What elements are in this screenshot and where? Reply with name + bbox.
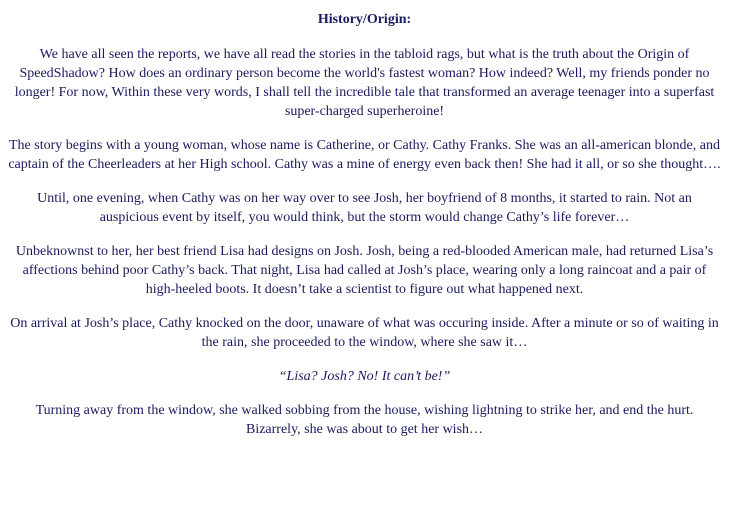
paragraph-ending: Turning away from the window, she walked sobbing from the house, wishing lightning to strike her, and end the hurt. Bizarrely, she was about to get her wish… xyxy=(35,403,694,437)
paragraph-cathy: The story begins with a young woman, whose name is Catherine, or Cathy. Cathy Franks. She was an all-american blonde, and captain of the Cheerleaders at her High school. Cathy was a mine of energy even back then! She had it all, or so she thought…. xyxy=(8,138,721,172)
paragraph-storm: Until, one evening, when Cathy was on her way over to see Josh, her boyfriend of 8 months, it started to rain. Not an auspicious event by itself, you would think, but the storm would change Cathy’s life forever… xyxy=(37,191,692,225)
paragraph-intro: We have all seen the reports, we have all read the stories in the tabloid rags, but what is the truth about the Origin of SpeedShadow? How does an ordinary person become the world's fastest woman? How indeed? Well, my friends ponder no longer! For now, Within these very words, I shall tell the incredible tale that transformed an average teenager into a superfast super-charged superheroine! xyxy=(14,47,715,119)
paragraph-arrival: On arrival at Josh’s place, Cathy knocked on the door, unaware of what was occuring inside. After a minute or so of waiting in the rain, she proceeded to the window, where she saw it… xyxy=(10,316,719,350)
quote-line: “Lisa? Josh? No! It can’t be!” xyxy=(278,369,451,384)
paragraph-lisa: Unbeknownst to her, her best friend Lisa had designs on Josh. Josh, being a red-blooded American male, had returned Lisa’s affections behind poor Cathy’s back. That night, Lisa had called at Josh’s place, wearing only a long raincoat and a pair of high-heeled boots. It doesn’t take a scientist to figure out what happened next. xyxy=(15,244,714,297)
section-heading: History/Origin: xyxy=(317,12,412,27)
